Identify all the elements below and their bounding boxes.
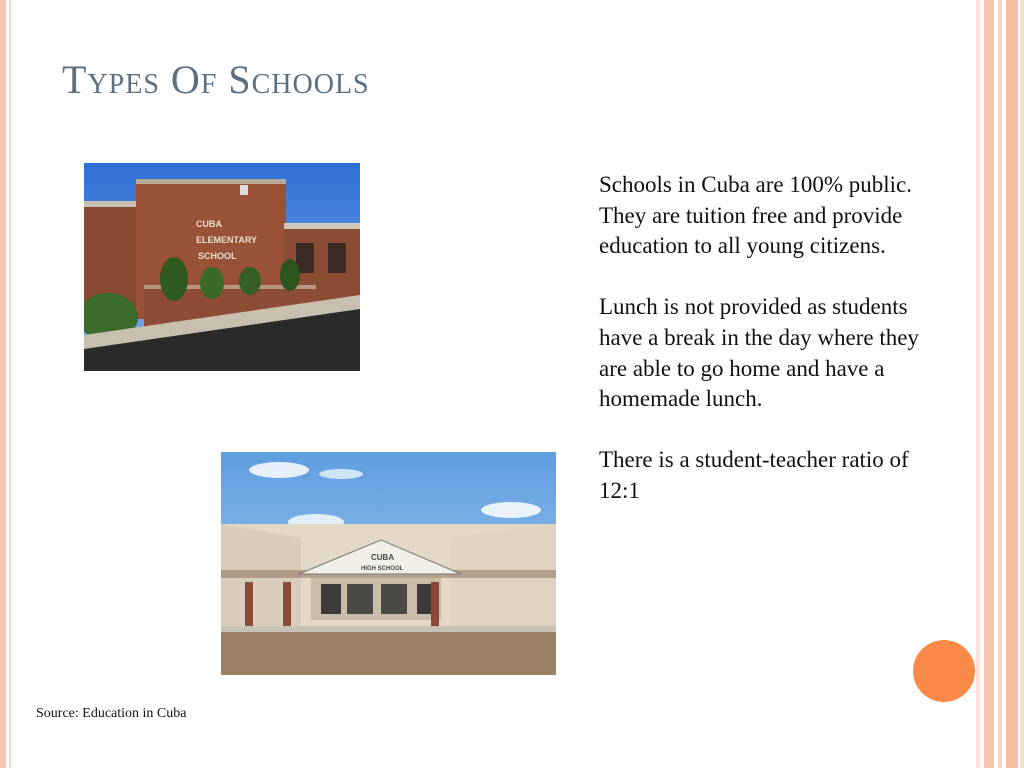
paragraph-ratio: There is a student-teacher ratio of 12:1 <box>599 446 909 503</box>
left-edge-stripe <box>0 0 6 768</box>
body-text <box>599 170 929 536</box>
elementary-sign-line2: ELEMENTARY <box>196 235 258 245</box>
slide-title: Types Of Schools <box>62 57 370 102</box>
source-caption: Source: Education in Cuba <box>36 706 187 721</box>
right-decorative-bands <box>976 0 1024 768</box>
left-edge-stripe-inner <box>9 0 11 768</box>
paragraph-public-schools: Schools in Cuba are 100% public. They are tuition free and provide education to all young citizens. <box>599 172 913 259</box>
elementary-sign-line1: CUBA <box>196 219 222 229</box>
high-school-sign-line2: HIGH SCHOOL <box>361 566 404 572</box>
elementary-sign-line3: SCHOOL <box>198 251 237 261</box>
high-school-sign-line1: CUBA <box>371 553 395 562</box>
elementary-school-photo <box>84 163 360 371</box>
decorative-orange-circle <box>913 640 975 702</box>
high-school-photo <box>221 452 556 675</box>
paragraph-lunch: Lunch is not provided as students have a break in the day where they are able to go home and have a homemade lunch. <box>599 294 919 412</box>
